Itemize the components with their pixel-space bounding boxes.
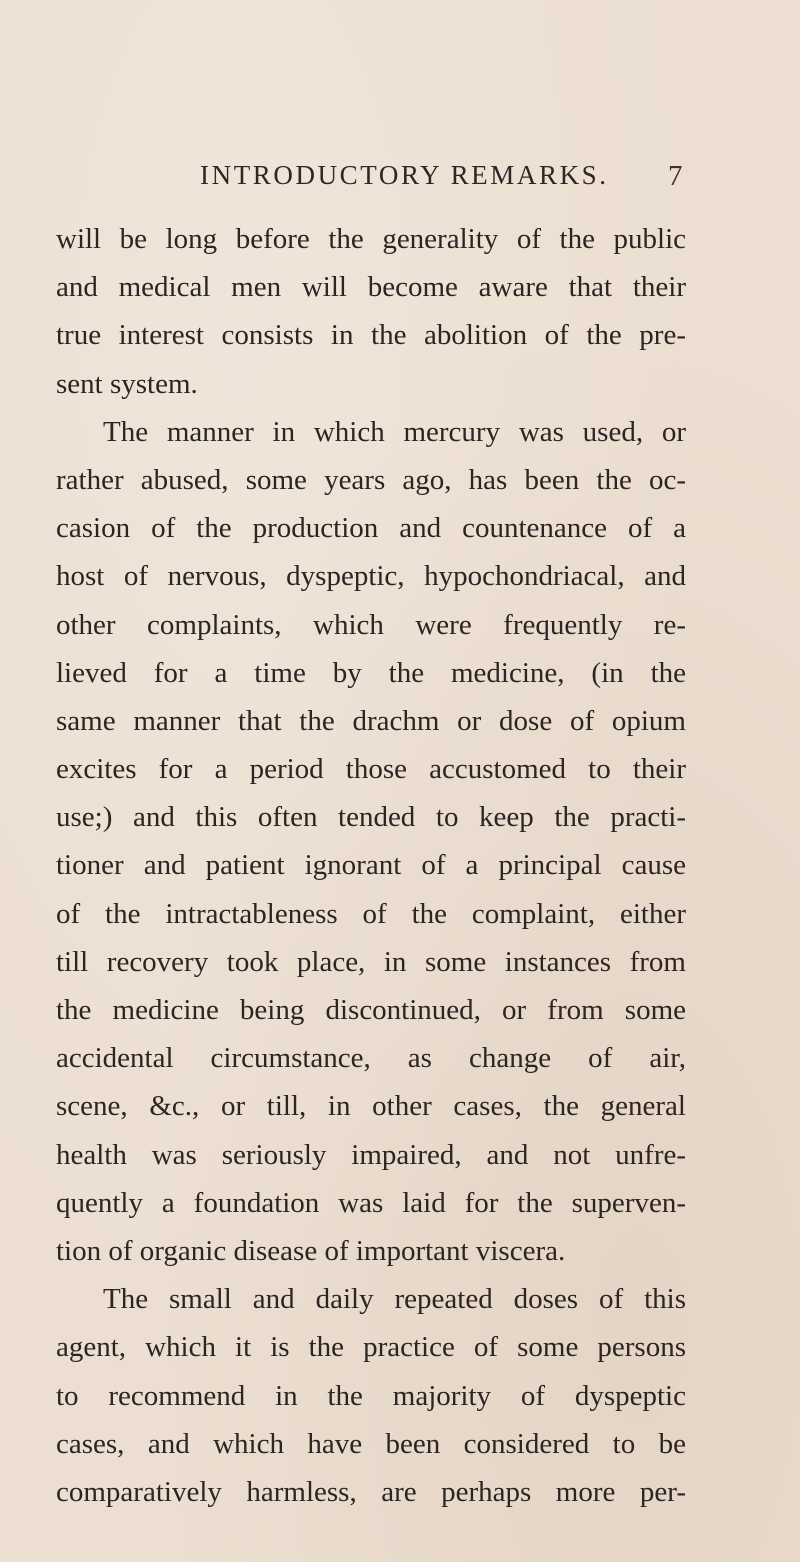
text-line: excites for a period those accustomed to their: [56, 753, 686, 786]
text-line: will be long before the generality of the public: [56, 223, 686, 255]
text-line: tioner and patient ignorant of a principal cause: [56, 849, 686, 882]
text-line: the medicine being discontinued, or from some: [56, 994, 686, 1026]
body-text: [56, 215, 686, 1516]
text-line: and medical men will become aware that their: [56, 271, 686, 304]
running-head: [200, 160, 700, 200]
paragraph-start-line: The small and daily repeated doses of this: [103, 1283, 686, 1316]
text-line: casion of the production and countenance of a: [56, 512, 686, 545]
text-line: same manner that the drachm or dose of opium: [56, 704, 686, 737]
text-line: of the intractableness of the complaint, either: [56, 897, 686, 930]
chapter-title: INTRODUCTORY REMARKS.: [200, 160, 609, 190]
text-line: use;) and this often tended to keep the practi-: [56, 801, 686, 834]
text-line: lieved for a time by the medicine, (in the: [56, 656, 686, 689]
text-line: till recovery took place, in some instances from: [56, 945, 686, 978]
text-line: rather abused, some years ago, has been the oc-: [56, 463, 686, 496]
text-line: quently a foundation was laid for the superven-: [56, 1186, 686, 1219]
text-line: accidental circumstance, as change of air,: [56, 1042, 686, 1075]
text-line: tion of organic disease of important viscera.: [56, 1234, 566, 1267]
text-line: other complaints, which were frequently re-: [56, 608, 686, 641]
page-number: 7: [668, 160, 686, 192]
text-line: comparatively harmless, are perhaps more per-: [56, 1475, 686, 1508]
text-line: health was seriously impaired, and not unfre-: [56, 1138, 686, 1171]
text-line: host of nervous, dyspeptic, hypochondriacal, and: [56, 560, 686, 593]
text-line: cases, and which have been considered to be: [56, 1427, 686, 1460]
paragraph-start-line: The manner in which mercury was used, or: [103, 415, 686, 448]
text-line: true interest consists in the abolition of the pre-: [56, 319, 686, 352]
text-line: agent, which it is the practice of some persons: [56, 1331, 686, 1364]
text-line: sent system.: [56, 367, 198, 400]
text-line: scene, &c., or till, in other cases, the general: [56, 1090, 686, 1123]
text-line: to recommend in the majority of dyspeptic: [56, 1379, 686, 1412]
